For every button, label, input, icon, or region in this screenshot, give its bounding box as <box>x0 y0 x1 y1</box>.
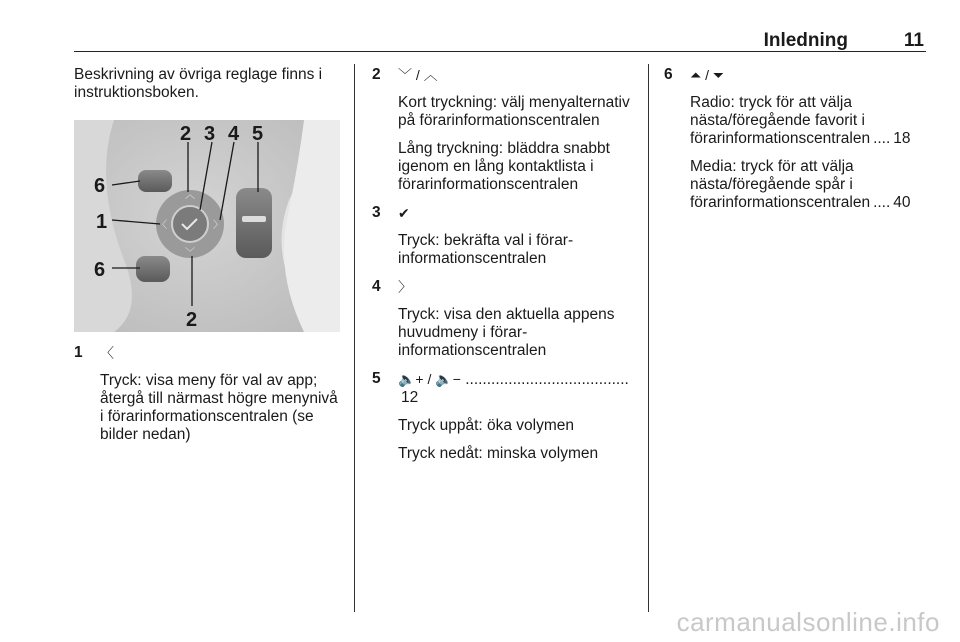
page-reference: 12 <box>401 389 419 406</box>
item-6 <box>664 66 930 212</box>
next-previous-favorite-icon: ⏶ / ⏷ <box>690 67 725 83</box>
figure-label-6-top: 6 <box>94 175 106 197</box>
item-1 <box>74 344 342 444</box>
item-number: 4 <box>372 278 381 295</box>
item-description: Tryck nedåt: minska volymen <box>398 445 599 462</box>
item-5 <box>372 370 637 463</box>
leader-dots: ...................................... <box>465 371 629 388</box>
media-description: Media: tryck för att välja nästa/föregående spår i förarinformationscentralen .... 40 <box>690 158 911 211</box>
radio-description: Radio: tryck för att välja nästa/föregående favorit i förarinformationscentralen .... 18 <box>690 94 911 147</box>
column-divider-2 <box>648 64 649 612</box>
figure-label-2-bottom: 2 <box>186 309 198 331</box>
steering-wheel-illustration <box>74 120 340 332</box>
item-description: Tryck uppåt: öka volymen <box>398 417 575 434</box>
item-description: Tryck: visa meny för val av app; återgå till närmast högre menynivå i förarinformationscentralen (se bilder nedan) <box>100 372 338 443</box>
column-3 <box>664 66 930 222</box>
item-4 <box>372 278 637 360</box>
item-number: 6 <box>664 66 673 83</box>
item-number: 5 <box>372 370 381 387</box>
chevron-right-icon: 〉 <box>398 279 412 295</box>
item-number: 3 <box>372 204 381 221</box>
page-reference: 18 <box>893 130 911 147</box>
svg-text:〉: 〉 <box>213 220 223 231</box>
figure-label-6-bottom: 6 <box>94 259 106 281</box>
volume-up-down-icon: 🔈+ / 🔈− <box>398 371 461 387</box>
svg-text:﹀: ﹀ <box>185 248 195 259</box>
figure-label-2: 2 <box>180 123 192 145</box>
item-number: 2 <box>372 66 381 83</box>
item-description: Kort tryckning: välj menyalternativ på förarinformationscentralen <box>398 94 630 129</box>
page-number: 11 <box>903 30 924 51</box>
item-description: Tryck: visa den aktuella appens huvudmeny i förarinformationscentralen <box>398 306 615 359</box>
steering-wheel-controls-figure <box>74 120 340 332</box>
leader-dots: .... <box>873 194 891 211</box>
page-header <box>74 28 926 52</box>
watermark: carmanualsonline.info <box>676 607 940 637</box>
item-3 <box>372 204 637 268</box>
figure-label-1: 1 <box>96 211 108 233</box>
chevron-down-up-icon: ﹀ / ︿ <box>398 67 438 83</box>
column-divider-1 <box>354 64 355 612</box>
figure-label-3: 3 <box>204 123 216 145</box>
page-reference: 40 <box>893 194 911 211</box>
item-number: 1 <box>74 344 83 361</box>
intro-text: Beskrivning av övriga reglage finns i instruktionsboken. <box>74 66 323 101</box>
volume-reference-line <box>398 370 637 407</box>
svg-text:〈: 〈 <box>157 220 167 231</box>
figure-label-4: 4 <box>228 123 240 145</box>
checkmark-icon: ✔ <box>398 205 410 221</box>
column-2 <box>372 66 637 473</box>
item-description: Lång tryckning: bläddra snabbt igenom en lång kontaktlista i förarinformationscentralen <box>398 140 610 193</box>
page-title: Inledning <box>763 30 848 51</box>
item-description: Tryck: bekräfta val i förarinformationscentralen <box>398 232 574 267</box>
column-1 <box>74 66 342 454</box>
chevron-left-icon: 〈 <box>100 345 114 361</box>
item-2 <box>372 66 637 194</box>
figure-label-5: 5 <box>252 123 264 145</box>
leader-dots: .... <box>873 130 891 147</box>
svg-text:︿: ︿ <box>185 190 195 201</box>
